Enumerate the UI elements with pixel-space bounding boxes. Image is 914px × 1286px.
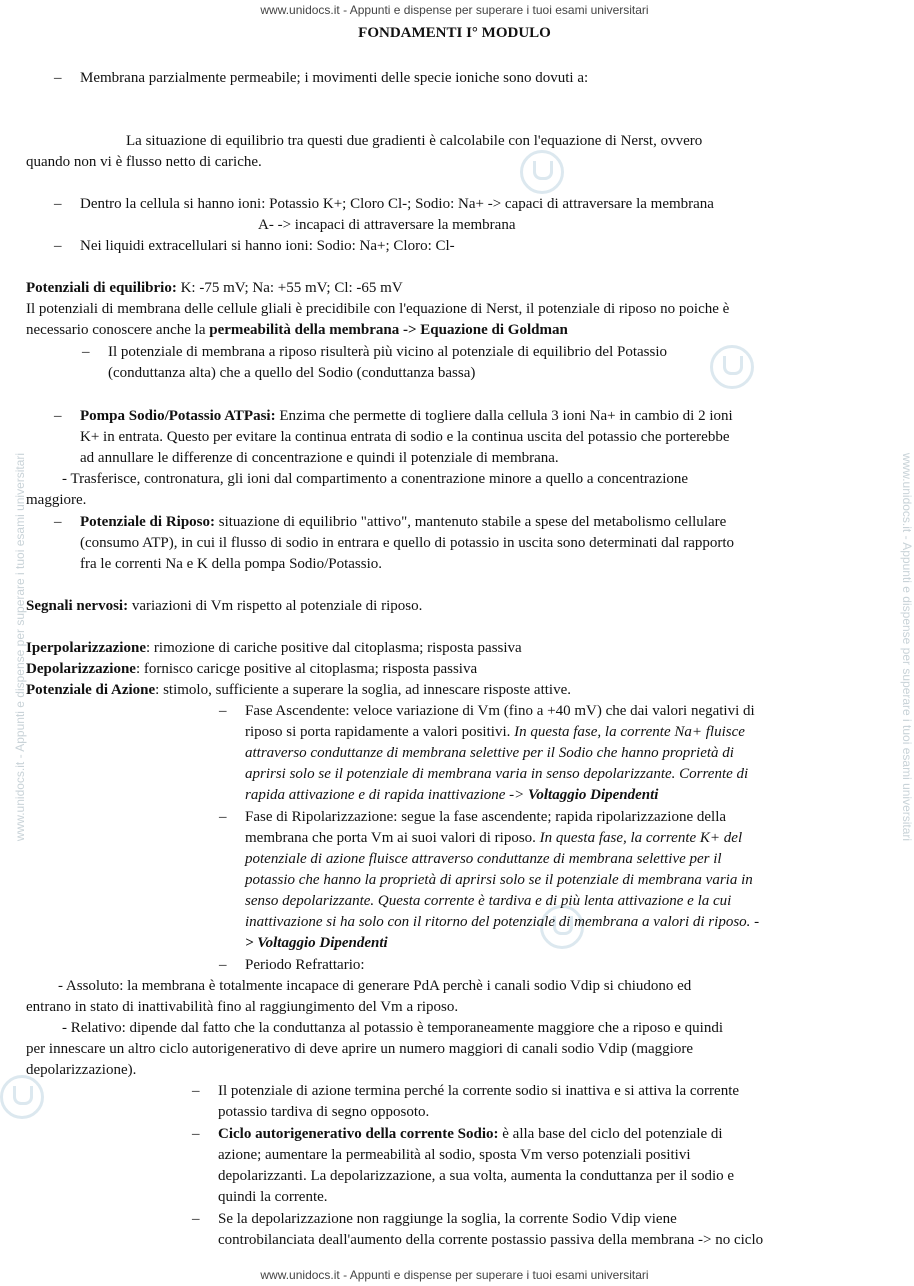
text-run: K: -75 mV; Na: +55 mV; Cl: -65 mV (176, 280, 403, 296)
bullet-dash: – (54, 238, 62, 254)
text-run: Il potenziali di membrana delle cellule gliali è precidibile con l'equazione di Nerst, il potenziale di riposo no poiche è (26, 301, 730, 317)
text-line (26, 152, 262, 173)
text-line (258, 215, 516, 236)
bold-run: Pompa Sodio/Potassio ATPasi: (80, 408, 276, 424)
text-run: quindi la corrente. (218, 1189, 328, 1205)
text-line (218, 1209, 677, 1230)
text-line (218, 1124, 723, 1145)
bullet-dash: – (219, 957, 227, 973)
text-run: riposo si porta rapidamente a valori positivi. (245, 724, 515, 740)
text-run: potassio tardiva di segno opposoto. (218, 1104, 430, 1120)
text-line (62, 469, 688, 490)
text-run: La situazione di equilibrio tra questi due gradienti è calcolabile con l'equazione di Nerst, ovvero (126, 133, 703, 149)
text-line (26, 299, 729, 320)
watermark-left: www.unidocs.it - Appunti e dispense per superare i tuoi esami universitari (13, 452, 27, 842)
bold-run: Depolarizzazione (26, 661, 136, 677)
bold-run: Potenziale di Riposo: (80, 514, 215, 530)
bullet-dash: – (54, 514, 62, 530)
bold-italic-run: > Voltaggio Dipendenti (245, 935, 388, 951)
bullet-dash: – (192, 1211, 200, 1227)
text-line (26, 638, 522, 659)
text-run: - Relativo: dipende dal fatto che la conduttanza al potassio è temporaneamente maggiore che a riposo e quindi (62, 1020, 724, 1036)
text-run: - Trasferisce, contronatura, gli ioni dal compartimento a conentrazione minore a quello a concentrazione (62, 471, 689, 487)
text-line (26, 278, 403, 299)
text-run: Se la depolarizzazione non raggiunge la soglia, la corrente Sodio Vdip viene (218, 1211, 677, 1227)
bullet-dash: – (192, 1083, 200, 1099)
watermark-right: www.unidocs.it - Appunti e dispense per superare i tuoi esami universitari (900, 452, 914, 842)
text-run: Enzima che permette di togliere dalla cellula 3 ioni Na+ in cambio di 2 ioni (275, 408, 733, 424)
text-run: (consumo ATP), in cui il flusso di sodio in entrara e quello di potassio in uscita sono determinati dal rapporto (80, 535, 735, 551)
text-line (245, 785, 658, 806)
italic-run: rapida attivazione e di rapida inattivazione -> (245, 787, 529, 803)
text-line (80, 68, 588, 89)
text-line (26, 596, 422, 617)
text-run: membrana che porta Vm ai suoi valori di riposo. (245, 830, 540, 846)
text-run: variazioni di Vm rispetto al potenziale di riposo. (128, 598, 423, 614)
text-line (245, 743, 734, 764)
bold-run: Iperpolarizzazione (26, 640, 146, 656)
text-run: K+ in entrata. Questo per evitare la continua entrata di sodio e la continua uscita del potassio che porterebbe (80, 429, 730, 445)
text-run: necessario conoscere anche la (26, 322, 210, 338)
text-run: Periodo Refrattario: (245, 957, 365, 973)
bold-run: Segnali nervosi: (26, 598, 129, 614)
text-line (62, 1018, 723, 1039)
text-line (218, 1187, 328, 1208)
watermark-logo-icon (0, 1075, 44, 1119)
bold-run: Ciclo autorigenerativo della corrente Sodio: (218, 1126, 499, 1142)
bullet-dash: – (219, 703, 227, 719)
watermark-top: www.unidocs.it - Appunti e dispense per superare i tuoi esami universitari (260, 3, 649, 17)
italic-run: In questa fase, la corrente K+ del (539, 830, 743, 846)
text-line (245, 891, 731, 912)
bold-run: Potenziale di Azione (26, 682, 156, 698)
text-run: A- -> incapaci di attraversare la membrana (258, 217, 516, 233)
text-run: Il potenziale di azione termina perché la corrente sodio si inattiva e si attiva la corrente (218, 1083, 740, 1099)
bold-run: permeabilità della membrana -> Equazione di Goldman (209, 322, 568, 338)
text-run: quando non vi è flusso netto di cariche. (26, 154, 262, 170)
text-line (80, 406, 733, 427)
italic-run: inattivazione si ha solo con il ritorno del potenziale di membrana a valori di riposo. - (245, 914, 760, 930)
text-line (245, 764, 748, 785)
text-line (80, 448, 559, 469)
text-line (80, 554, 382, 575)
bullet-dash: – (54, 70, 62, 86)
text-line (245, 828, 742, 849)
text-run: Nei liquidi extracellulari si hanno ioni: Sodio: Na+; Cloro: Cl- (80, 238, 455, 254)
text-line (245, 955, 365, 976)
bullet-dash: – (192, 1126, 200, 1142)
text-run: Membrana parzialmente permeabile; i movimenti delle specie ioniche sono dovuti a: (80, 70, 589, 86)
text-line (245, 701, 755, 722)
text-run: maggiore. (26, 492, 87, 508)
text-line (80, 533, 734, 554)
text-run: : rimozione di cariche positive dal citoplasma; risposta passiva (145, 640, 522, 656)
italic-run: attraverso conduttanze di membrana selettive per il Sodio che hanno proprietà di (245, 745, 734, 761)
text-run: depolarizzazione). (26, 1062, 137, 1078)
italic-run: aprirsi solo se il potenziale di membrana varia in senso depolarizzante. Corrente di (245, 766, 749, 782)
text-line (218, 1081, 739, 1102)
text-line (26, 490, 86, 511)
text-run: fra le correnti Na e K della pompa Sodio/Potassio. (80, 556, 383, 572)
italic-run: potenziale di azione fluisce attraverso conduttanze di membrana selettive per il (245, 851, 722, 867)
text-line (80, 236, 455, 257)
text-line (26, 680, 571, 701)
bold-italic-run: Voltaggio Dipendenti (528, 787, 659, 803)
text-line (245, 870, 753, 891)
text-run: situazione di equilibrio "attivo", mantenuto stabile a spese del metabolismo cellulare (215, 514, 727, 530)
text-line (218, 1145, 691, 1166)
text-run: è alla base del ciclo del potenziale di (498, 1126, 723, 1142)
text-run: azione; aumentare la permeabilità al sodio, sposta Vm verso potenziali positivi (218, 1147, 691, 1163)
italic-run: In questa fase, la corrente Na+ fluisce (514, 724, 745, 740)
watermark-logo-icon (520, 150, 564, 194)
text-line (245, 933, 388, 954)
text-line (108, 363, 475, 384)
text-line (218, 1166, 734, 1187)
text-line (80, 427, 729, 448)
page-title: FONDAMENTI I° MODULO (358, 25, 551, 41)
text-line (80, 194, 714, 215)
bold-run: Potenziali di equilibrio: (26, 280, 177, 296)
text-run: entrano in stato di inattivabilità fino al raggiungimento del Vm a riposo. (26, 999, 459, 1015)
text-line (218, 1102, 429, 1123)
bullet-dash: – (82, 344, 90, 360)
text-line (26, 1039, 693, 1060)
text-run: depolarizzanti. La depolarizzazione, a sua volta, aumenta la conduttanza per il sodio e (218, 1168, 735, 1184)
text-run: Il potenziale di membrana a riposo risulterà più vicino al potenziale di equilibrio del Potassio (108, 344, 668, 360)
text-line (245, 849, 722, 870)
italic-run: senso depolarizzante. Questa corrente è tardiva e di più lenta attivazione e la cui (245, 893, 732, 909)
text-line (58, 976, 691, 997)
bullet-dash: – (219, 809, 227, 825)
text-line (218, 1230, 763, 1251)
watermark-bottom: www.unidocs.it - Appunti e dispense per superare i tuoi esami universitari (260, 1268, 649, 1282)
bullet-dash: – (54, 196, 62, 212)
text-line (26, 997, 458, 1018)
text-run: per innescare un altro ciclo autorigenerativo di deve aprire un numero maggiori di canali sodio Vdip (maggiore (26, 1041, 693, 1057)
text-run: : stimolo, sufficiente a superare la soglia, ad innescare risposte attive. (155, 682, 571, 698)
text-run: ad annullare le differenze di concentrazione e quindi il potenziale di membrana. (80, 450, 559, 466)
text-run: Fase Ascendente: veloce variazione di Vm (fino a +40 mV) che dai valori negativi di (245, 703, 755, 719)
text-line (245, 912, 759, 933)
text-run: Fase di Ripolarizzazione: segue la fase ascendente; rapida ripolarizzazione della (245, 809, 727, 825)
text-run: Dentro la cellula si hanno ioni: Potassio K+; Cloro Cl-; Sodio: Na+ -> capaci di attraversare la membrana (80, 196, 714, 212)
text-run: : fornisco caricge positive al citoplasma; risposta passiva (135, 661, 478, 677)
text-line (26, 659, 477, 680)
text-line (26, 1060, 136, 1081)
text-line (245, 722, 745, 743)
watermark-logo-icon (710, 345, 754, 389)
text-line (26, 320, 568, 341)
text-line (108, 342, 667, 363)
italic-run: potassio che hanno la proprietà di aprirsi solo se il potenziale di membrana varia in (245, 872, 753, 888)
text-line (245, 807, 726, 828)
text-line (126, 131, 702, 152)
text-run: - Assoluto: la membrana è totalmente incapace di generare PdA perchè i canali sodio Vdip si chiudono ed (58, 978, 692, 994)
text-run: controbilanciata deall'aumento della corrente postassio passiva della membrana -> no ciclo (218, 1232, 764, 1248)
bullet-dash: – (54, 408, 62, 424)
text-line (80, 512, 726, 533)
text-run: (conduttanza alta) che a quello del Sodio (conduttanza bassa) (108, 365, 476, 381)
